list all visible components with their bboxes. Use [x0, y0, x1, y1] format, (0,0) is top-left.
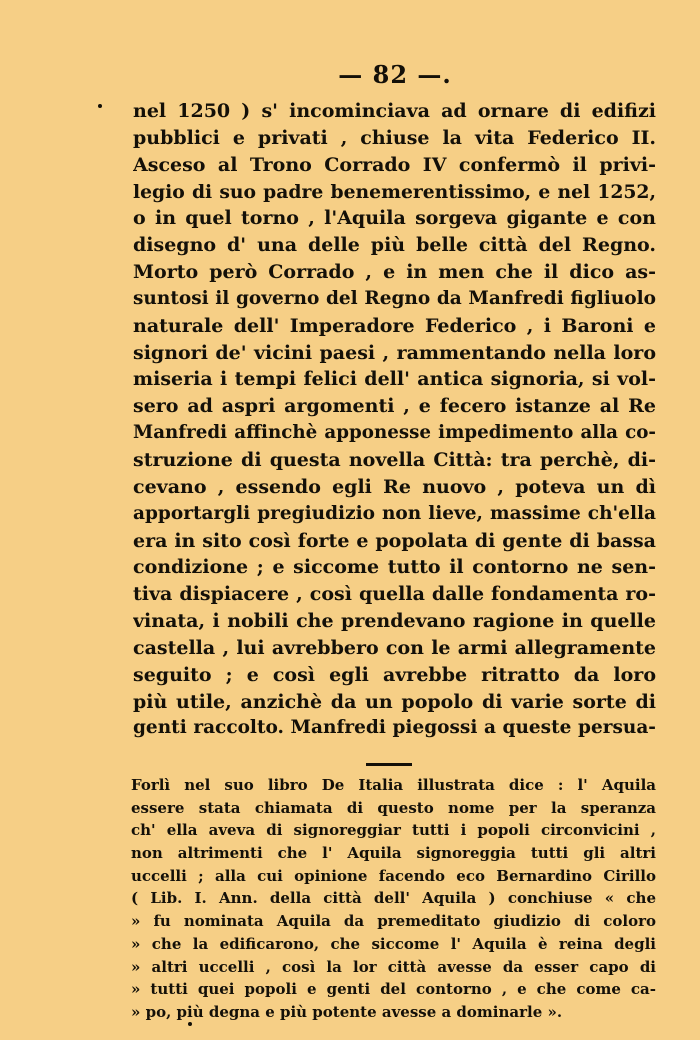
- body-line: naturale dell' Imperadore Federico , i Baroni e: [133, 314, 656, 337]
- page-number: — 82 —.: [338, 60, 452, 89]
- footnote: [131, 774, 656, 1024]
- ink-speck: [188, 1022, 192, 1026]
- footnote-divider: [366, 763, 412, 766]
- body-line: tiva dispiacere , così quella dalle fondamenta ro-: [133, 583, 656, 606]
- body-line: apportargli pregiudizio non lieve, massime ch'ella: [133, 502, 656, 524]
- body-line: suntosi il governo del Regno da Manfredi figliuolo: [133, 287, 656, 309]
- footnote-line: uccelli ; alla cui opinione facendo eco Bernardino Cirillo: [131, 866, 656, 885]
- footnote-line: ch' ella aveva di signoreggiar tutti i popoli circonvicini ,: [131, 821, 656, 840]
- body-line: più utile, anzichè da un popolo di varie sorte di: [133, 690, 656, 713]
- body-line: signori de' vicini paesi , rammentando nella loro: [133, 341, 656, 364]
- body-line: castella , lui avrebbero con le armi allegramente: [133, 636, 656, 659]
- footnote-line: Forlì nel suo libro De Italia illustrata dice : l' Aquila: [131, 776, 656, 794]
- body-line: Manfredi affinchè apponesse impedimento alla co-: [133, 422, 656, 444]
- body-line: sero ad aspri argomenti , e fecero istanze al Re: [133, 395, 656, 418]
- body-line: Asceso al Trono Corrado IV confermò il privi-: [133, 153, 656, 176]
- body-line: genti raccolto. Manfredi piegossi a queste persua-: [133, 717, 656, 739]
- body-line: legio di suo padre benemerentissimo, e nel 1252,: [133, 180, 656, 203]
- footnote-line: » po, più degna e più potente avesse a dominarle ».: [131, 1002, 563, 1021]
- footnote-line: » che la edificarono, che siccome l' Aquila è reina degli: [131, 934, 656, 953]
- footnote-line: essere stata chiamata di questo nome per la speranza: [131, 798, 656, 817]
- body-line: seguito ; e così egli avrebbe ritratto da loro: [133, 663, 656, 686]
- body-line: struzione di questa novella Città: tra perchè, di-: [133, 448, 656, 471]
- ink-speck: [98, 104, 102, 108]
- footnote-line: ( Lib. I. Ann. della città dell' Aquila ) conchiuse « che: [131, 889, 656, 908]
- body-line: o in quel torno , l'Aquila sorgeva gigante e con: [133, 207, 656, 230]
- body-line: disegno d' una delle più belle città del Regno.: [133, 234, 656, 257]
- body-line: era in sito così forte e popolata di gente di bassa: [133, 529, 656, 552]
- footnote-line: » altri uccelli , così la lor città avesse da esser capo di: [131, 957, 656, 976]
- footnote-line: » fu nominata Aquila da premeditato giudizio di coloro: [131, 912, 656, 931]
- body-line: nel 1250 ) s' incominciava ad ornare di edifizi: [133, 100, 656, 122]
- body-line: pubblici e privati , chiuse la vita Federico II.: [133, 126, 656, 149]
- body-text: [133, 98, 656, 742]
- body-line: cevano , essendo egli Re nuovo , poteva un dì: [133, 475, 656, 498]
- body-line: condizione ; e siccome tutto il contorno ne sen-: [133, 556, 656, 579]
- body-line: vinata, i nobili che prendevano ragione in quelle: [133, 610, 656, 633]
- footnote-line: non altrimenti che l' Aquila signoreggia tutti gli altri: [131, 844, 656, 863]
- body-line: Morto però Corrado , e in men che il dico as-: [133, 261, 656, 284]
- footnote-line: » tutti quei popoli e genti del contorno , e che come ca-: [131, 980, 656, 999]
- body-line: miseria i tempi felici dell' antica signoria, si vol-: [133, 368, 656, 391]
